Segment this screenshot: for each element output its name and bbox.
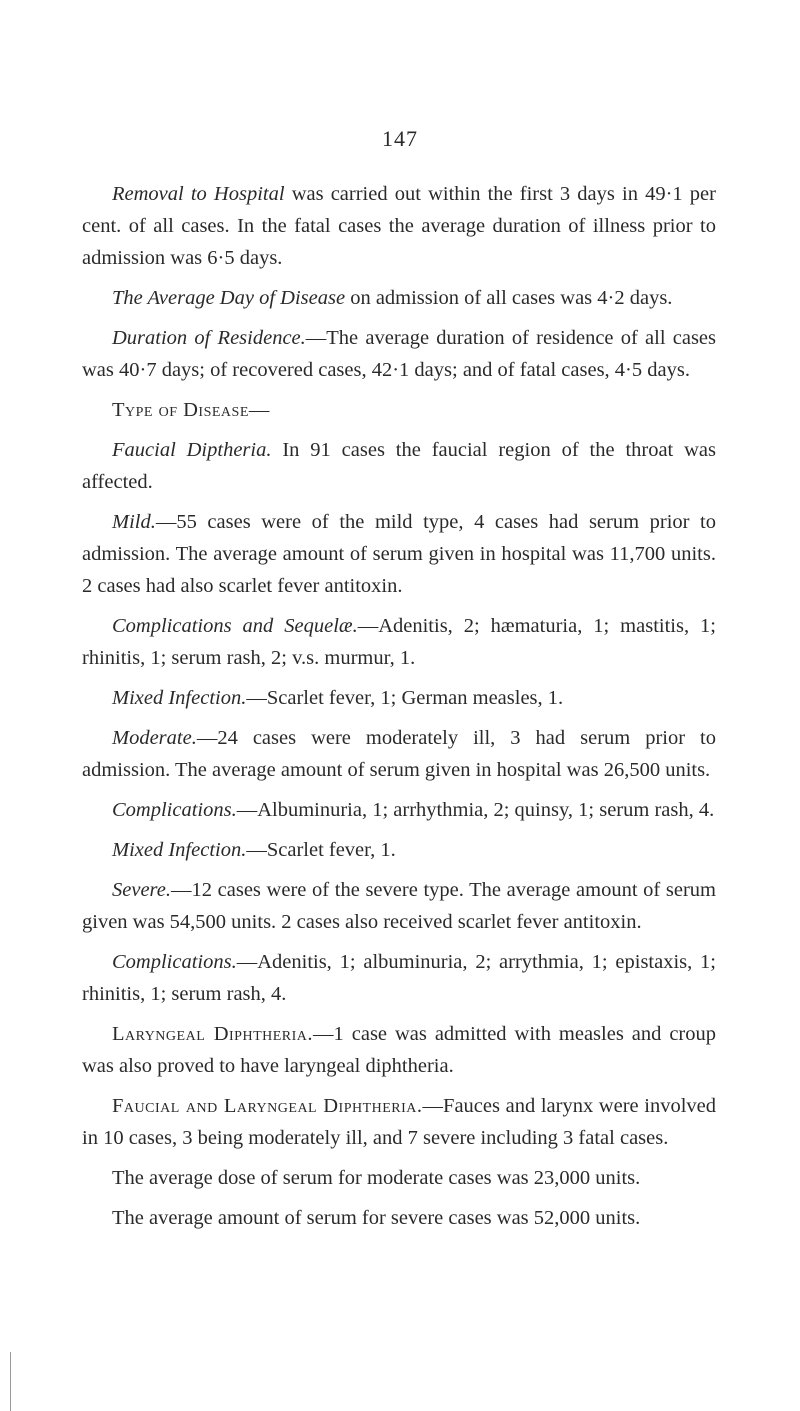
body-text: [82, 178, 716, 1242]
text-moderate: —24 cases were moderately ill, 3 had serum prior to admission. The average amount of serum given in hospital was 26,500 units.: [82, 727, 716, 781]
paragraph-severe: [82, 874, 716, 938]
paragraph-mild: [82, 506, 716, 602]
heading-type-of-disease: Type of Disease—: [112, 399, 270, 421]
scan-edge-line: [10, 1352, 11, 1411]
paragraph-mild-complications: [82, 610, 716, 674]
paragraph-avg-moderate: [82, 1162, 716, 1194]
text-duration: —The average duration of residence of all cases was 40·7 days; of recovered cases, 42·1 days; and of fatal cases, 4·5 days.: [82, 327, 717, 381]
text-removal: was carried out within the first 3 days in 49·1 per cent. of all cases. In the fatal cases the average duration of illness prior to admission was 6·5 days.: [82, 183, 716, 269]
paragraph-mild-mixed: [82, 682, 716, 714]
paragraph-severe-complications: [82, 946, 716, 1010]
paragraph-moderate-mixed: [82, 834, 716, 866]
paragraph-average-day: [82, 282, 716, 314]
heading-mild-complications: Complications and Sequelæ.: [112, 615, 358, 637]
heading-duration: Duration of Residence.: [112, 327, 306, 349]
text-faucial-laryngeal: —Fauces and larynx were involved in 10 cases, 3 being moderately ill, and 7 severe including 3 fatal cases.: [82, 1095, 717, 1149]
heading-moderate-mixed: Mixed Infection.: [112, 839, 247, 861]
heading-removal: Removal to Hospital: [112, 183, 285, 205]
text-laryngeal: —1 case was admitted with measles and croup was also proved to have laryngeal diphtheria.: [82, 1023, 717, 1077]
paragraph-moderate-complications: [82, 794, 716, 826]
text-mild-mixed: —Scarlet fever, 1; German measles, 1.: [246, 687, 564, 709]
text-severe-complications: —Adenitis, 1; albuminuria, 2; arrythmia, 1; epistaxis, 1; rhinitis, 1; serum rash, 4.: [82, 951, 716, 1005]
heading-average-day: The Average Day of Disease: [112, 287, 346, 309]
text-mild-complications: —Adenitis, 2; hæmaturia, 1; mastitis, 1; rhinitis, 1; serum rash, 2; v.s. murmur, 1.: [82, 615, 716, 669]
paragraph-faucial-laryngeal: [82, 1090, 716, 1154]
text-mild: —55 cases were of the mild type, 4 cases had serum prior to admission. The average amount of serum given in hospital was 11,700 units. 2 cases had also scarlet fever antitoxin.: [82, 511, 716, 597]
page-number: 147: [382, 126, 418, 151]
text-faucial: In 91 cases the faucial region of the throat was affected.: [82, 439, 717, 493]
text-avg-moderate: The average dose of serum for moderate cases was 23,000 units.: [112, 1167, 641, 1189]
paragraph-type-of-disease: [82, 394, 716, 426]
paragraph-avg-severe: [82, 1202, 716, 1234]
heading-laryngeal: Laryngeal Diphtheria.: [112, 1023, 314, 1045]
paragraph-moderate: [82, 722, 716, 786]
heading-mild: Mild.: [112, 511, 156, 533]
text-moderate-mixed: —Scarlet fever, 1.: [246, 839, 396, 861]
heading-faucial-laryngeal: Faucial and Laryngeal Diphtheria.: [112, 1095, 423, 1117]
paragraph-duration: [82, 322, 716, 386]
text-average-day: on admission of all cases was 4·2 days.: [345, 287, 673, 309]
heading-moderate-complications: Complications.: [112, 799, 237, 821]
text-moderate-complications: —Albuminuria, 1; arrhythmia, 2; quinsy, 1; serum rash, 4.: [236, 799, 715, 821]
heading-faucial: Faucial Diptheria.: [112, 439, 272, 461]
heading-severe-complications: Complications.: [112, 951, 237, 973]
text-avg-severe: The average amount of serum for severe cases was 52,000 units.: [112, 1207, 641, 1229]
heading-moderate: Moderate.: [112, 727, 197, 749]
paragraph-laryngeal: [82, 1018, 716, 1082]
paragraph-faucial: [82, 434, 716, 498]
heading-severe: Severe.: [112, 879, 171, 901]
paragraph-removal: [82, 178, 716, 274]
heading-mild-mixed: Mixed Infection.: [112, 687, 247, 709]
text-severe: —12 cases were of the severe type. The average amount of serum given was 54,500 units. 2 cases also received scarlet fever antitoxin.: [82, 879, 716, 933]
